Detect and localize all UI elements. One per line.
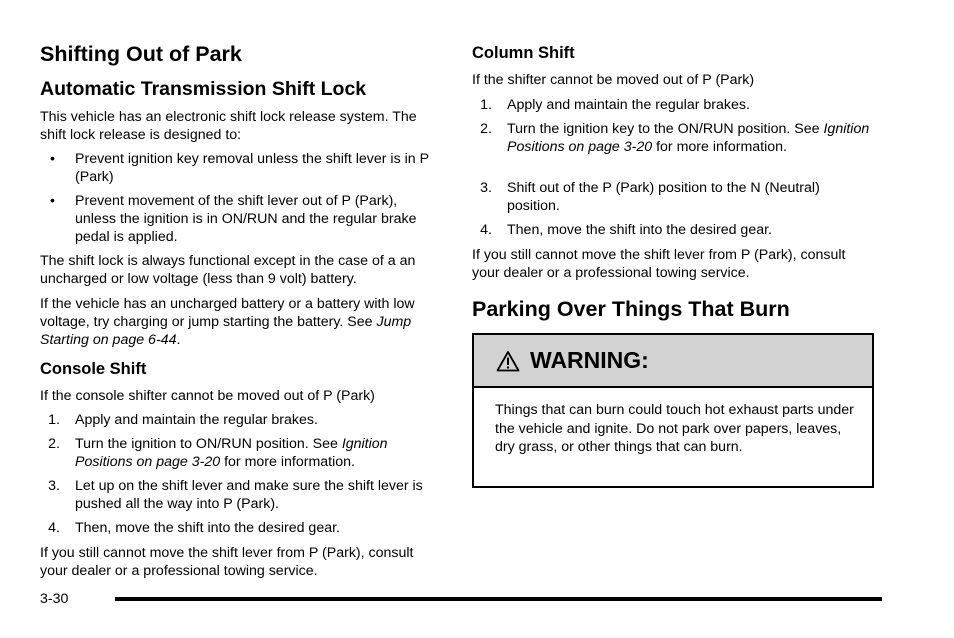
shift-lock-intro: This vehicle has an electronic shift lock release system. The shift lock release is designed to: xyxy=(40,109,417,143)
cross-reference-link[interactable]: Ignition Positions on page 3-20 xyxy=(507,121,870,155)
step-text xyxy=(75,435,442,471)
console-shift-outro: If you still cannot move the shift lever from P (Park), consult your dealer or a professional towing service. xyxy=(40,545,414,579)
step-number: 1. xyxy=(480,97,492,113)
step-text-part: for more information. xyxy=(652,139,787,155)
step-text: Apply and maintain the regular brakes. xyxy=(507,97,750,113)
step-text: Then, move the shift into the desired gear. xyxy=(75,520,340,536)
warning-title: WARNING: xyxy=(530,347,649,373)
step-text: Then, move the shift into the desired gear. xyxy=(507,222,772,238)
list-item xyxy=(472,221,874,239)
warning-triangle-icon xyxy=(496,350,520,372)
step-text-part: for more information. xyxy=(220,454,355,470)
list-item xyxy=(40,519,442,537)
shift-lock-para-2 xyxy=(40,295,442,349)
footer-rule xyxy=(115,597,882,601)
column-shift-intro: If the shifter cannot be moved out of P (Park) xyxy=(472,72,755,88)
step-number: 4. xyxy=(48,520,60,536)
list-item xyxy=(40,477,442,513)
step-number: 3. xyxy=(480,180,492,196)
step-number: 2. xyxy=(480,121,492,137)
console-shift-intro: If the console shifter cannot be moved out of P (Park) xyxy=(40,388,375,404)
list-item xyxy=(40,411,442,429)
step-text: Let up on the shift lever and make sure the shift lever is pushed all the way into P (Park). xyxy=(75,478,423,512)
list-item xyxy=(472,179,874,215)
bullet-marker: • xyxy=(50,193,55,209)
list-item xyxy=(472,120,874,174)
warning-box xyxy=(472,333,874,488)
section-heading-column-shift: Column Shift xyxy=(472,44,575,62)
section-heading-shift-lock: Automatic Transmission Shift Lock xyxy=(40,78,367,100)
step-text-part: Turn the ignition key to the ON/RUN position. See xyxy=(507,121,824,137)
step-text-part: Turn the ignition to ON/RUN position. See xyxy=(75,436,342,452)
warning-header xyxy=(474,335,872,388)
para-text: . xyxy=(176,332,181,348)
step-number: 3. xyxy=(48,478,60,494)
bullet-text: Prevent ignition key removal unless the shift lever is in P (Park) xyxy=(75,151,429,185)
step-number: 4. xyxy=(480,222,492,238)
shift-lock-para-1: The shift lock is always functional except in the case of a an uncharged or low voltage (less than 9 volt) battery. xyxy=(40,253,416,287)
para-text: If the vehicle has an uncharged battery or a battery with low voltage, try charging or jump starting the battery. See xyxy=(40,296,415,330)
list-item xyxy=(40,192,442,246)
cross-reference-link[interactable]: Ignition Positions on page 3-20 xyxy=(75,436,388,470)
warning-text: Things that can burn could touch hot exhaust parts under the vehicle and ignite. Do not park over papers, leaves, dry grass, or other things that can burn. xyxy=(495,402,854,455)
page-title: Shifting Out of Park xyxy=(40,42,242,66)
page-number: 3-30 xyxy=(40,591,69,607)
cross-reference-link[interactable]: Jump Starting on page 6-44 xyxy=(40,314,412,348)
step-text: Shift out of the P (Park) position to the N (Neutral) position. xyxy=(507,180,820,214)
list-item xyxy=(40,435,442,471)
section-heading-console-shift: Console Shift xyxy=(40,360,147,378)
step-number: 2. xyxy=(48,436,60,452)
list-item xyxy=(472,96,874,114)
section-heading-parking-over-things-that-burn: Parking Over Things That Burn xyxy=(472,297,790,321)
bullet-marker: • xyxy=(50,151,55,167)
bullet-text: Prevent movement of the shift lever out of P (Park), unless the ignition is in ON/RUN and the regular brake pedal is applied. xyxy=(75,193,417,245)
list-item xyxy=(40,150,442,186)
step-text xyxy=(507,120,874,156)
step-number: 1. xyxy=(48,412,60,428)
step-text: Apply and maintain the regular brakes. xyxy=(75,412,318,428)
column-shift-outro: If you still cannot move the shift lever from P (Park), consult your dealer or a professional towing service. xyxy=(472,247,846,281)
